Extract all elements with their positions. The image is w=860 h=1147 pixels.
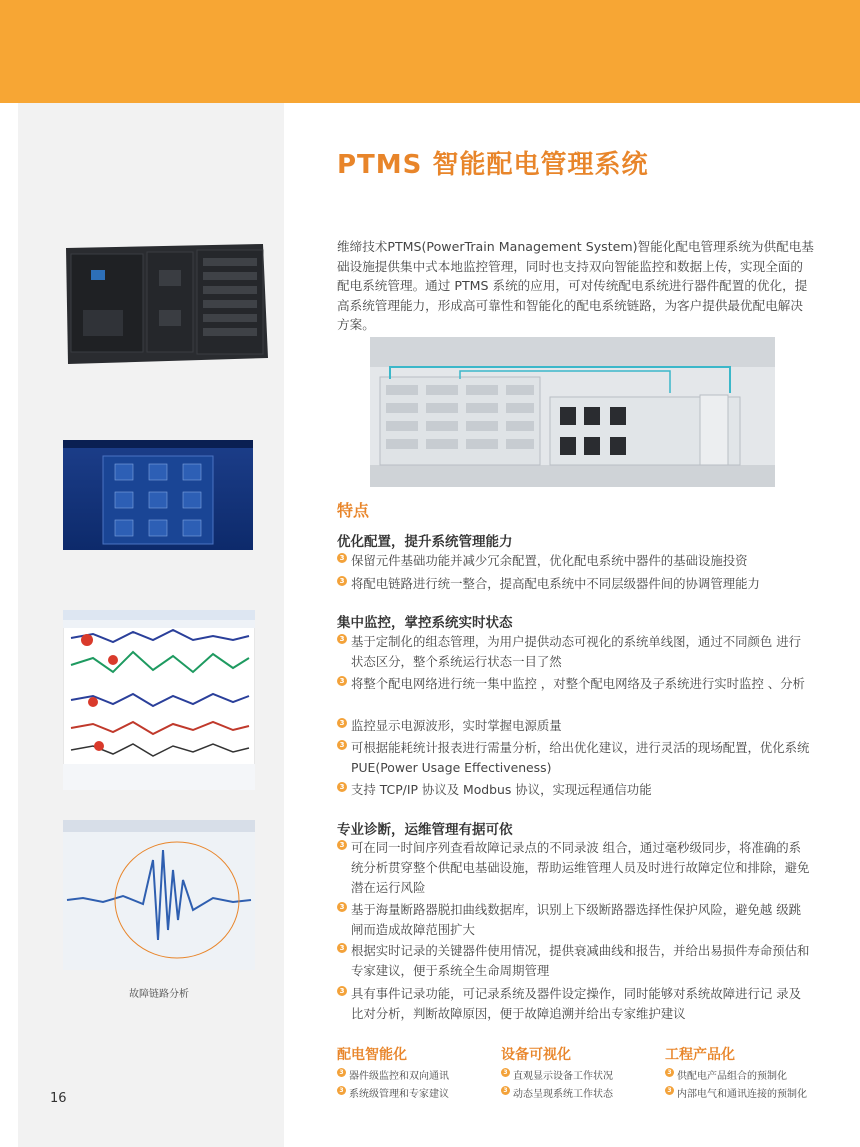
list-item: 3 系统级管理和专家建议 — [337, 1085, 449, 1100]
bullet-icon: 3 — [501, 1086, 510, 1095]
list-item: 3 基于定制化的组态管理，为用户提供动态可视化的系统单线图，通过不同颜色 进行状态区分，整个系统运行状态一目了然 — [337, 632, 810, 672]
bullet-icon: 3 — [337, 576, 347, 586]
column-heading-engineering: 工程产品化 — [665, 1047, 735, 1063]
bullet-icon: 3 — [337, 943, 347, 953]
page-title: PTMS 智能配电管理系统 — [337, 150, 649, 180]
bullet-icon: 3 — [665, 1086, 674, 1095]
column-heading-smart: 配电智能化 — [337, 1047, 407, 1063]
distribution-room-photo — [370, 337, 775, 487]
list-item: 3 可在同一时间序列查看故障记录点的不同录波 组合，通过毫秒级同步，将准确的系统分析贯穿整个供配电基础设施，帮助运维管理人员及时进行故障定位和排除，避免潜在运行风险 — [337, 838, 810, 898]
bullet-icon: 3 — [337, 740, 347, 750]
list-item: 3 内部电气和通讯连接的预制化 — [665, 1085, 807, 1100]
section-title-diagnosis: 专业诊断，运维管理有据可依 — [337, 822, 513, 838]
list-item: 3 保留元件基础功能并减少冗余配置，优化配电系统中器件的基础设施投资 — [337, 551, 810, 571]
list-item: 3 直观显示设备工作状况 — [501, 1067, 613, 1082]
bullet-icon: 3 — [665, 1068, 674, 1077]
list-item: 3 供配电产品组合的预制化 — [665, 1067, 787, 1082]
cabinet-image — [63, 240, 271, 368]
bullet-icon: 3 — [501, 1068, 510, 1077]
bullet-icon: 3 — [337, 986, 347, 996]
section-title-monitor: 集中监控，掌控系统实时状态 — [337, 615, 513, 631]
image-caption: 故障链路分析 — [129, 989, 189, 1000]
bullet-icon: 3 — [337, 1068, 346, 1077]
intro-paragraph: 维缔技术PTMS(PowerTrain Management System)智能化配电管理系统为供配电基础设施提供集中式本地监控管理，同时也支持双向智能监控和数据上传，实现全面的配电系统管理。通过 PTMS 系统的应用，可对传统配电系统进行器件配置的优化，提高系统管理能力，形成高可靠性和智能化的配电系统链路，为客户提供最优配电解决方案。 — [337, 239, 814, 332]
bullet-icon: 3 — [337, 1086, 346, 1095]
list-item: 3 支持 TCP/IP 协议及 Modbus 协议，实现远程通信功能 — [337, 780, 810, 800]
waveform-monitor-image — [63, 610, 255, 790]
list-item: 3 监控显示电源波形，实时掌握电源质量 — [337, 716, 810, 736]
bullet-icon: 3 — [337, 902, 347, 912]
list-item: 3 动态呈现系统工作状态 — [501, 1085, 613, 1100]
bullet-icon: 3 — [337, 553, 347, 563]
bullet-icon: 3 — [337, 840, 347, 850]
list-item: 3 将整个配电网络进行统一集中监控 ，对整个配电网络及子系统进行实时监控 、分析 — [337, 674, 810, 694]
top-orange-band — [0, 0, 860, 103]
section-title-optimize: 优化配置，提升系统管理能力 — [337, 534, 513, 550]
bullet-icon: 3 — [337, 782, 347, 792]
fault-chain-analysis-image — [63, 820, 255, 970]
list-item: 3 根据实时记录的关键器件使用情况，提供衰减曲线和报告，并给出易损件寿命预估和专家建议，便于系统全生命周期管理 — [337, 941, 810, 981]
hmi-screen-image — [63, 440, 253, 550]
list-item: 3 具有事件记录功能，可记录系统及器件设定操作，同时能够对系统故障进行记 录及比对分析，判断故障原因，便于故障追溯并给出专家维护建议 — [337, 984, 810, 1024]
bullet-icon: 3 — [337, 634, 347, 644]
list-item: 3 基于海量断路器脱扣曲线数据库，识别上下级断路器选择性保护风险，避免越 级跳闸而造成故障范围扩大 — [337, 900, 810, 940]
bullet-icon: 3 — [337, 718, 347, 728]
list-item: 3 将配电链路进行统一整合，提高配电系统中不同层级器件间的协调管理能力 — [337, 574, 810, 594]
bullet-icon: 3 — [337, 676, 347, 686]
list-item: 3 器件级监控和双向通讯 — [337, 1067, 449, 1082]
features-heading: 特点 — [337, 501, 370, 520]
list-item: 3 可根据能耗统计报表进行需量分析，给出优化建议，进行灵活的现场配置，优化系统 PUE(Power Usage Effectiveness) — [337, 738, 810, 778]
column-heading-visual: 设备可视化 — [501, 1047, 571, 1063]
page-number: 16 — [50, 1091, 67, 1106]
